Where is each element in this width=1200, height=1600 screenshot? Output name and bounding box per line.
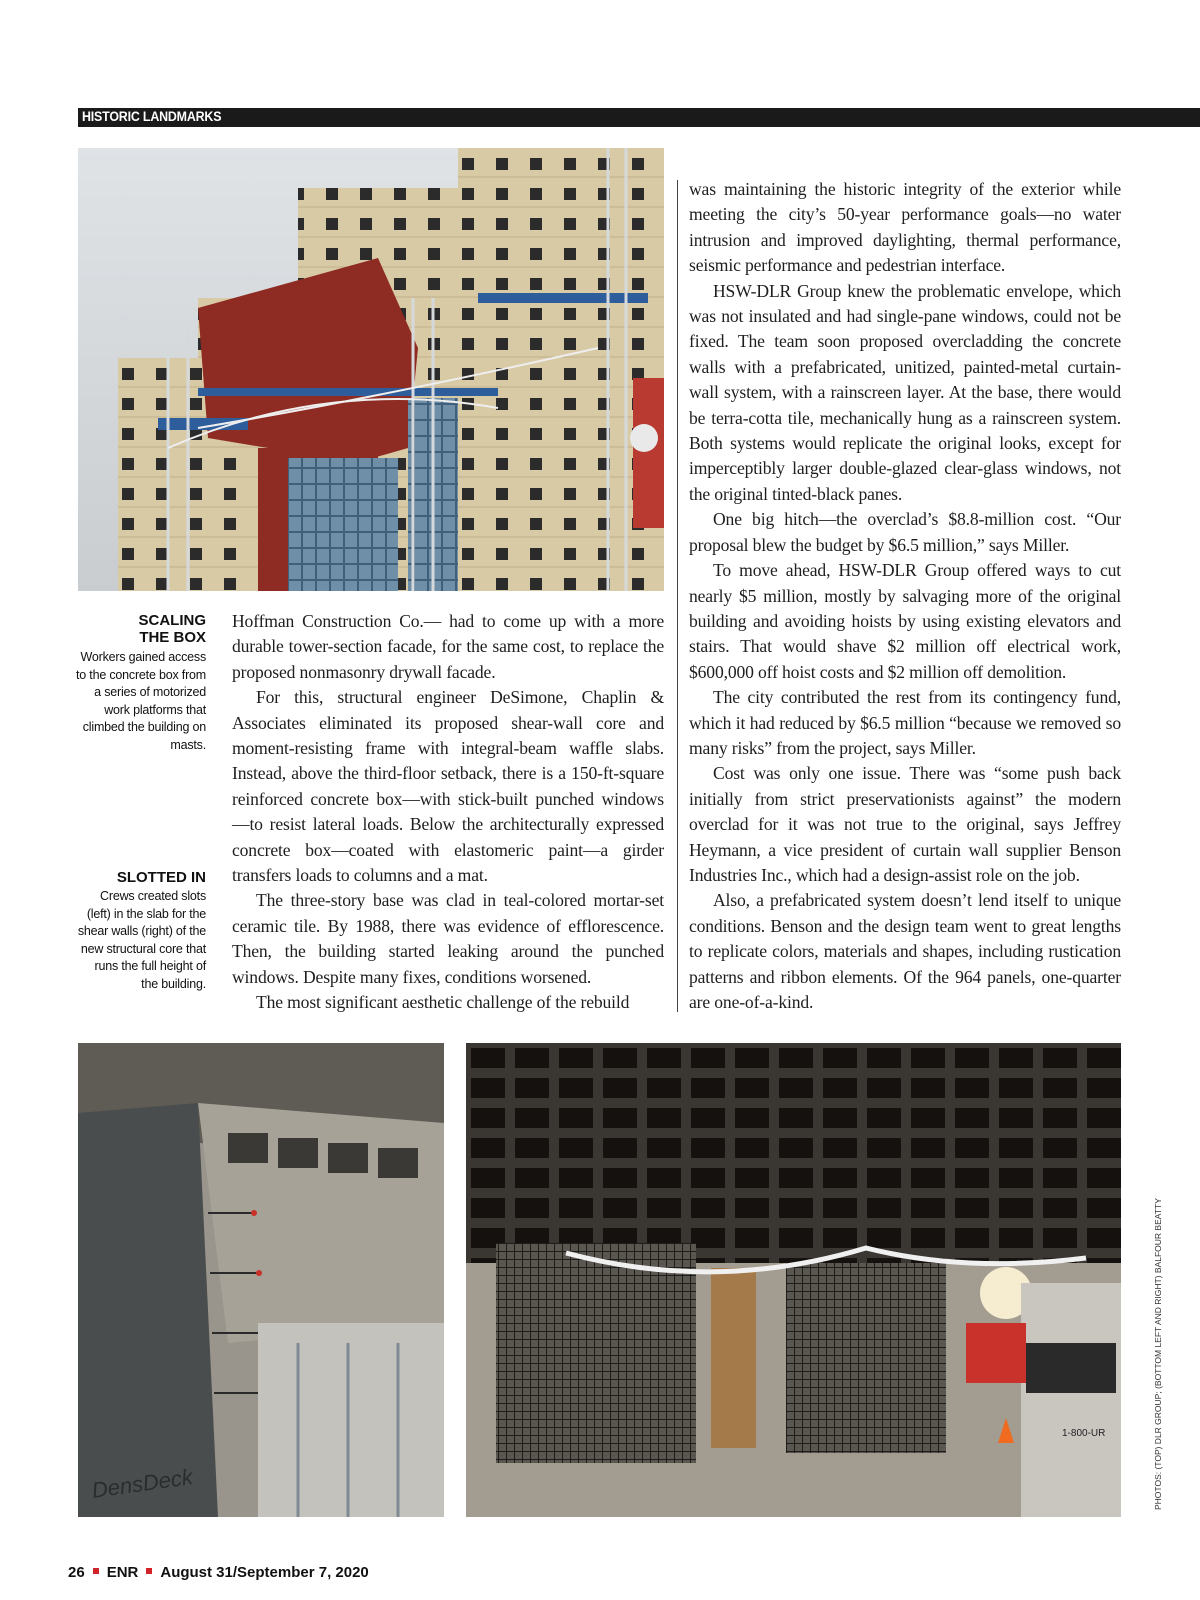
caption-slotted-body: Crews created slots (left) in the slab for the shear walls (right) of the new structural core that runs the full height of the building. — [77, 889, 206, 991]
photo-credit: PHOTOS: (TOP) DLR GROUP; (BOTTOM LEFT AND RIGHT) BALFOUR BEATTY — [1153, 1198, 1163, 1510]
paragraph: Cost was only one issue. There was “some push back initially from strict preservationists against” the modern overclad for it was not true to the original, says Jeffrey Heymann, a vice president of curtain wall supplier Benson Industries Inc., which had a design-assist role on the job. — [689, 763, 1121, 885]
paragraph: To move ahead, HSW-DLR Group offered ways to cut nearly $5 million, mostly by salvaging more of the original building and avoiding hoists by using existing elevators and stairs. That would shave $2 million off electrical work, $600,000 off hoist costs and $2 million off demolition. — [689, 560, 1121, 682]
paragraph: The three-story base was clad in teal-colored mortar-set ceramic tile. By 1988, there was evidence of efflorescence. Then, the building started leaking around the punched windows. Despite many fixes, conditions worsened. — [232, 890, 664, 987]
board-print-text: DensDeck — [90, 1464, 195, 1503]
magazine-name: ENR — [106, 1564, 139, 1581]
equipment-sign-text: 1-800-UR — [1062, 1428, 1106, 1439]
shear-walls-photo — [466, 1043, 1121, 1517]
issue-date: August 31/September 7, 2020 — [160, 1564, 369, 1581]
slab-slots-photo — [78, 1043, 444, 1517]
paragraph: The most significant aesthetic challenge of the rebuild — [256, 992, 630, 1013]
article-column-middle — [232, 609, 664, 1016]
paragraph: Also, a prefabricated system doesn’t lend itself to unique conditions. Benson and the design team went to great lengths to replicate colors, materials and shapes, including rustication patterns and ribbon elements. Of the 964 panels, one-quarter are one-of-a-kind. — [689, 890, 1121, 1012]
paragraph: was maintaining the historic integrity of the exterior while meeting the city’s 50-year performance goals—no water intrusion and improved daylighting, thermal performance, seismic performance and pedestrian interface. — [689, 179, 1121, 276]
caption-slotted-title: SLOTTED IN — [116, 869, 206, 886]
column-divider — [677, 180, 678, 1012]
section-header-bar — [78, 108, 1200, 127]
paragraph: The city contributed the rest from its contingency fund, which it had reduced by $6.5 million “because we removed so many risks” from the project, says Miller. — [689, 687, 1121, 758]
page-footer — [68, 1564, 369, 1581]
caption-title-line: THE BOX — [139, 629, 206, 646]
article-column-right — [689, 177, 1121, 1015]
bullet-square-icon — [93, 1568, 99, 1574]
bullet-square-icon — [146, 1568, 152, 1574]
paragraph: HSW-DLR Group knew the problematic envelope, which was not insulated and had single-pane windows, could not be fixed. The team soon proposed overcladding the concrete walls with a prefabricated, unitized, painted-metal curtain-wall system, with a rainscreen layer. At the base, there would be terra-cotta tile, mechanically hung as a rainscreen system. Both systems would replicate the original looks, except for imperceptibly larger double-glazed clear-glass windows, not the original tinted-black panes. — [689, 280, 1121, 504]
paragraph: One big hitch—the overclad’s $8.8-million cost. “Our proposal blew the budget by $6.5 million,” says Miller. — [689, 509, 1121, 555]
paragraph: For this, structural engineer DeSimone, Chaplin & Associates eliminated its proposed shear-wall core and moment-resisting frame with integral-beam waffle slabs. Instead, above the third-floor setback, there is a 150-ft-square reinforced concrete box—with stick-built punched windows—to resist lateral loads. Below the architecturally expressed concrete box—coated with elastomeric paint—a girder transfers loads to columns and a mat. — [232, 687, 664, 886]
paragraph: Hoffman Construction Co.— had to come up with a more durable tower-section facade, for the same cost, to replace the proposed nonmasonry drywall facade. — [232, 611, 664, 682]
caption-scaling-body: Workers gained access to the concrete box from a series of motorized work platforms that climbed the building on masts. — [76, 650, 206, 752]
caption-scaling-title — [76, 612, 206, 646]
section-label: HISTORIC LANDMARKS — [82, 109, 222, 124]
caption-title-line: SCALING — [138, 612, 206, 629]
building-facade-photo — [78, 148, 664, 591]
page-number: 26 — [68, 1564, 85, 1581]
